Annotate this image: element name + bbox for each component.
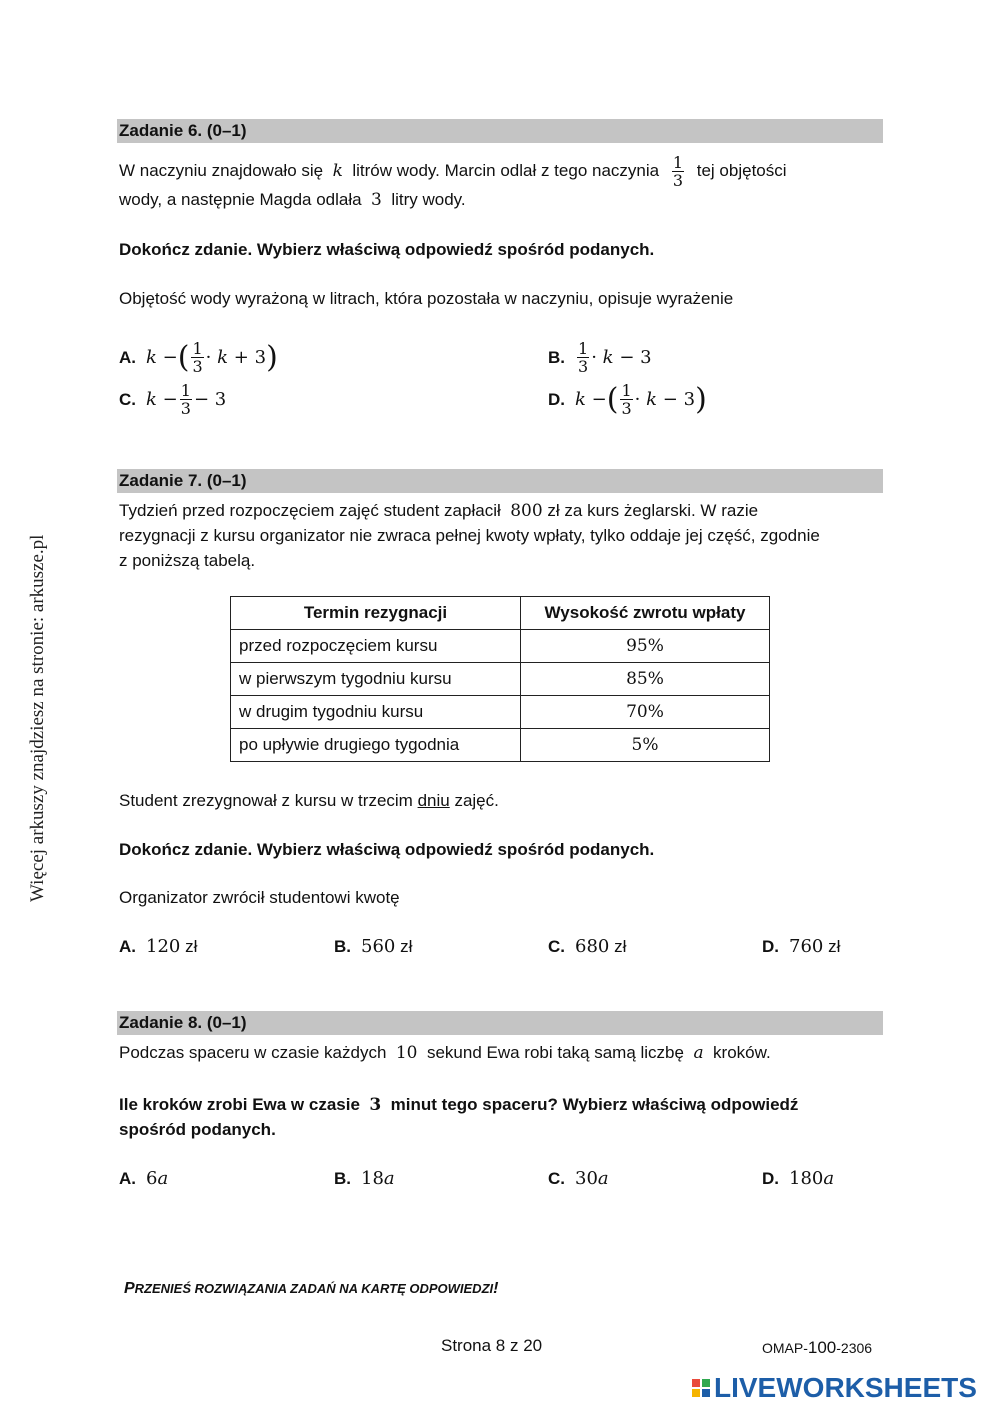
task6-question: Objętość wody wyrażoną w litrach, która pozostała w naczyniu, opisuje wyrażenie <box>119 289 734 308</box>
task6-option-b[interactable]: B. $\frac{1}{3}$ · k − 3 <box>548 339 652 376</box>
table-header-cell: Wysokość zwrotu wpłaty <box>521 597 770 630</box>
side-note: Więcej arkuszy znajdziesz na stronie: arkusze.pl <box>27 534 48 902</box>
page-number: Strona 8 z 20 <box>441 1336 543 1355</box>
table-cell: 5% <box>521 729 770 762</box>
table-row <box>231 630 770 663</box>
task7-statement: Student zrezygnował z kursu w trzecim dniu zajęć. <box>119 791 499 810</box>
task7-line1: Tydzień przed rozpoczęciem zajęć student zapłacił 800 zł za kurs żeglarski. W razie <box>119 501 759 521</box>
table-header-row <box>231 597 770 630</box>
exam-code: OMAP-100-2306 <box>762 1338 873 1357</box>
task7-line2: rezygnacji z kursu organizator nie zwraca pełnej kwoty wpłaty, tylko oddaje jej część, zgodnie <box>119 526 820 545</box>
task8-option-d[interactable]: D. 180a <box>762 1168 835 1189</box>
table-cell: 85% <box>521 663 770 696</box>
table-row <box>231 696 770 729</box>
task7-option-a[interactable]: A. 120 zł <box>119 936 198 957</box>
task8-header: Zadanie 8. (0–1) <box>117 1011 883 1035</box>
task6-instruction: Dokończ zdanie. Wybierz właściwą odpowiedź spośród podanych. <box>119 240 655 259</box>
task8-option-b[interactable]: B. 18a <box>334 1168 395 1189</box>
refund-table <box>230 596 770 762</box>
logo-text: LIVEWORKSHEETS <box>714 1372 977 1403</box>
table-row <box>231 729 770 762</box>
table-cell: przed rozpoczęciem kursu <box>231 630 521 663</box>
task8-line1: Podczas spaceru w czasie każdych 10 sekund Ewa robi taką samą liczbę a kroków. <box>119 1043 771 1063</box>
task7-option-c[interactable]: C. 680 zł <box>548 936 627 957</box>
table-cell: 70% <box>521 696 770 729</box>
task7-option-b[interactable]: B. 560 zł <box>334 936 413 957</box>
task7-question: Organizator zwrócił studentowi kwotę <box>119 888 400 907</box>
task6-option-d[interactable]: D. k − ( $\frac{1}{3}$ · k − 3 ) <box>548 381 707 418</box>
task7-option-d[interactable]: D. 760 zł <box>762 936 841 957</box>
table-row <box>231 663 770 696</box>
task8-question-line2: spośród podanych. <box>119 1120 276 1139</box>
logo-icon <box>692 1379 710 1397</box>
task6-fraction: $\frac{1}{3}$ <box>672 153 684 190</box>
transfer-note: PRZENIEŚ ROZWIĄZANIA ZADAŃ NA KARTĘ ODPOWIEDZI! <box>124 1280 499 1297</box>
table-cell: po upływie drugiego tygodnia <box>231 729 521 762</box>
task7-header: Zadanie 7. (0–1) <box>117 469 883 493</box>
task6-option-a[interactable]: A. k − ( $\frac{1}{3}$ · k + 3 ) <box>119 339 278 376</box>
liveworksheets-logo[interactable] <box>692 1372 977 1404</box>
task6-line2: wody, a następnie Magda odlała 3 litry wody. <box>119 190 466 210</box>
task6-header: Zadanie 6. (0–1) <box>117 119 883 143</box>
task6-line1: W naczyniu znajdowało się k litrów wody. Marcin odlał z tego naczynia $\frac{1}{3}$ tej objętości <box>119 153 787 190</box>
task8-option-a[interactable]: A. 6a <box>119 1168 169 1189</box>
task8-question-line1: Ile kroków zrobi Ewa w czasie 3 minut tego spaceru? Wybierz właściwą odpowiedź <box>119 1095 799 1115</box>
table-cell: w drugim tygodniu kursu <box>231 696 521 729</box>
table-header-cell: Termin rezygnacji <box>231 597 521 630</box>
task7-instruction: Dokończ zdanie. Wybierz właściwą odpowiedź spośród podanych. <box>119 840 655 859</box>
task6-option-c[interactable]: C. k − $\frac{1}{3}$ − 3 <box>119 381 227 418</box>
task8-option-c[interactable]: C. 30a <box>548 1168 609 1189</box>
task7-line3: z poniższą tabelą. <box>119 551 256 570</box>
table-cell: 95% <box>521 630 770 663</box>
table-cell: w pierwszym tygodniu kursu <box>231 663 521 696</box>
